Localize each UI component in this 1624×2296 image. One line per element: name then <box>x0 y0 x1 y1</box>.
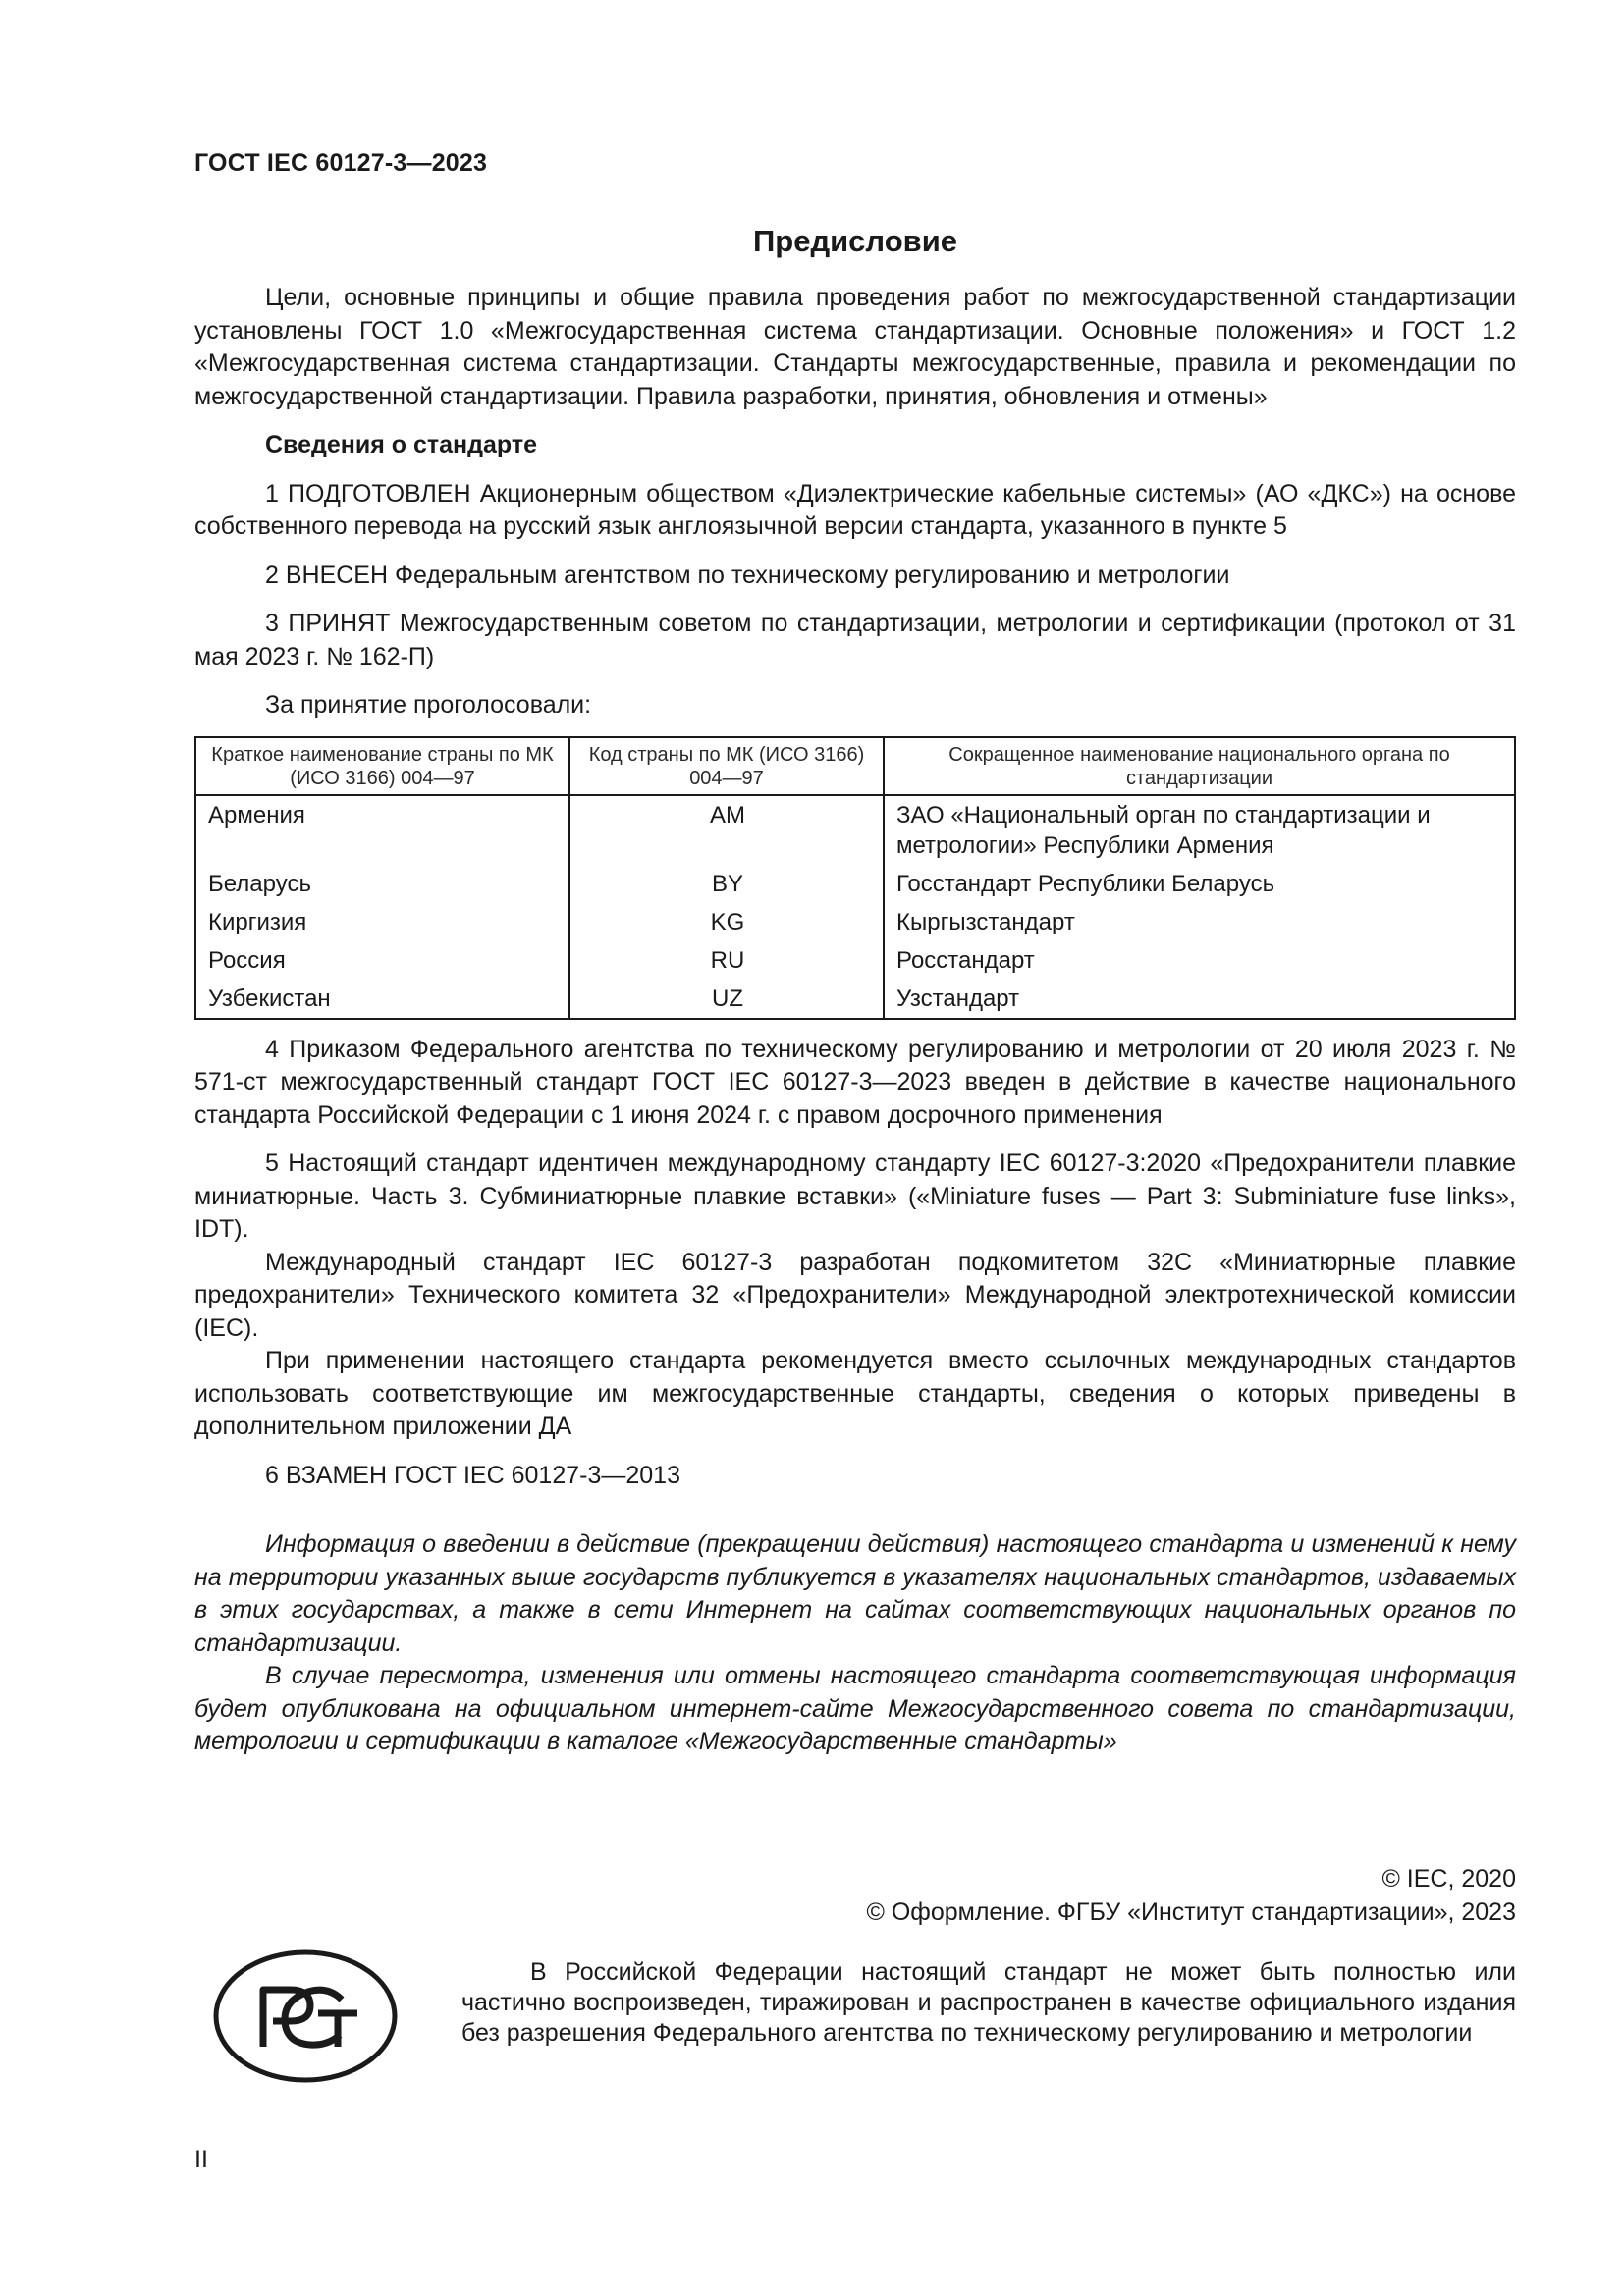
intro-paragraph: Цели, основные принципы и общие правила проведения работ по межгосударственной стандартизации установлены ГОСТ 1.0 «Межгосударственная система стандартизации. Основные положения» и ГОСТ 1.2 «Межгосударственная система стандартизации. Стандарты межгосударственные, правила и рекомендации по межгосударственной стандартизации. Правила разработки, принятия, обновления и отмены» <box>194 284 1516 410</box>
body-cell: Узстандарт <box>884 980 1515 1019</box>
table-row <box>195 980 1515 1019</box>
table-row <box>195 795 1515 865</box>
code-cell: UZ <box>569 980 884 1019</box>
table-header-body: Сокращенное наименование национального органа по стандартизации <box>884 737 1515 795</box>
country-cell: Беларусь <box>208 870 311 897</box>
voting-table <box>194 736 1516 1020</box>
body-cell: Госстандарт Республики Беларусь <box>884 865 1515 903</box>
publication-info-paragraph: Информация о введении в действие (прекращении действия) настоящего стандарта и изменений к нему на территории указанных выше государств публикуется в указателях национальных стандартов, издаваемых в этих государствах, а также в сети Интернет на сайтах соответствующих национальных органов по стандартизации. <box>194 1530 1516 1657</box>
country-cell: Узбекистан <box>208 985 331 1012</box>
info-heading: Сведения о стандарте <box>265 431 538 458</box>
table-header-row <box>195 737 1515 795</box>
item-5b-paragraph: Международный стандарт IEC 60127-3 разработан подкомитетом 32С «Миниатюрные плавкие предохранители» Технического комитета 32 «Предохранители» Международной электротехнической комиссии (IEC). <box>194 1248 1516 1342</box>
gost-r-certification-mark-icon <box>212 1949 399 2084</box>
voted-label: За принятие проголосовали: <box>265 691 592 719</box>
preface-content <box>194 282 1516 1759</box>
body-cell: ЗАО «Национальный орган по стандартизации и метрологии» Республики Армения <box>884 795 1515 865</box>
table-row <box>195 941 1515 980</box>
copyright-iec: © IEC, 2020 <box>1381 1865 1516 1893</box>
item-5c-paragraph: При применении настоящего стандарта рекомендуется вместо ссылочных международных стандартов использовать соответствующие им межгосударственные стандарты, сведения о которых приведены в дополнительном приложении ДА <box>194 1347 1516 1440</box>
table-header-code: Код страны по МК (ИСО 3166) 004—97 <box>569 737 884 795</box>
code-cell: AM <box>569 795 884 865</box>
body-cell: Кыргызстандарт <box>884 903 1515 941</box>
table-row <box>195 903 1515 941</box>
country-cell: Киргизия <box>208 908 307 935</box>
reproduction-notice <box>461 1957 1516 2049</box>
item-5-paragraph: 5 Настоящий стандарт идентичен международному стандарту IEC 60127-3:2020 «Предохранители плавкие миниатюрные. Часть 3. Субминиатюрные плавкие вставки» («Miniature fuses — Part 3: Subminiature fuse links», IDT). <box>194 1149 1516 1243</box>
reproduction-notice-text: В Российской Федерации настоящий стандарт не может быть полностью или частично воспроизведен, тиражирован и распространен в качестве официального издания без разрешения Федерального агентства по техническому регулированию и метрологии <box>461 1958 1516 2047</box>
country-cell: Армения <box>208 801 305 828</box>
table-header-country: Краткое наименование страны по МК (ИСО 3166) 004—97 <box>195 737 569 795</box>
copyright-block <box>866 1862 1516 1929</box>
body-cell: Росстандарт <box>884 941 1515 980</box>
item-4-paragraph: 4 Приказом Федерального агентства по техническому регулированию и метрологии от 20 июля 2023 г. № 571-ст межгосударственный стандарт ГОСТ IEC 60127-3—2023 введен в действие в качестве национального стандарта Российской Федерации с 1 июня 2024 г. с правом досрочного применения <box>194 1035 1516 1129</box>
table-row <box>195 865 1515 903</box>
document-code-header: ГОСТ IEC 60127-3—2023 <box>194 149 488 177</box>
item-2-paragraph: 2 ВНЕСЕН Федеральным агентством по техническому регулированию и метрологии <box>265 561 1230 589</box>
copyright-design: © Оформление. ФГБУ «Институт стандартизации», 2023 <box>866 1898 1516 1926</box>
code-cell: BY <box>569 865 884 903</box>
item-3-paragraph: 3 ПРИНЯТ Межгосударственным советом по стандартизации, метрологии и сертификации (протокол от 31 мая 2023 г. № 162-П) <box>194 610 1516 670</box>
item-6-paragraph: 6 ВЗАМЕН ГОСТ IEC 60127-3—2013 <box>265 1461 680 1489</box>
item-1-paragraph: 1 ПОДГОТОВЛЕН Акционерным обществом «Диэлектрические кабельные системы» (АО «ДКС») на основе собственного перевода на русский язык англоязычной версии стандарта, указанного в пункте 5 <box>194 479 1516 540</box>
code-cell: RU <box>569 941 884 980</box>
code-cell: KG <box>569 903 884 941</box>
page-number: II <box>194 2146 208 2173</box>
section-title: Предисловие <box>752 224 957 258</box>
revision-info-paragraph: В случае пересмотра, изменения или отмены настоящего стандарта соответствующая информация будет опубликована на официальном интернет-сайте Межгосударственного совета по стандартизации, метрологии и сертификации в каталоге «Межгосударственные стандарты» <box>194 1662 1516 1755</box>
country-cell: Россия <box>208 946 286 974</box>
